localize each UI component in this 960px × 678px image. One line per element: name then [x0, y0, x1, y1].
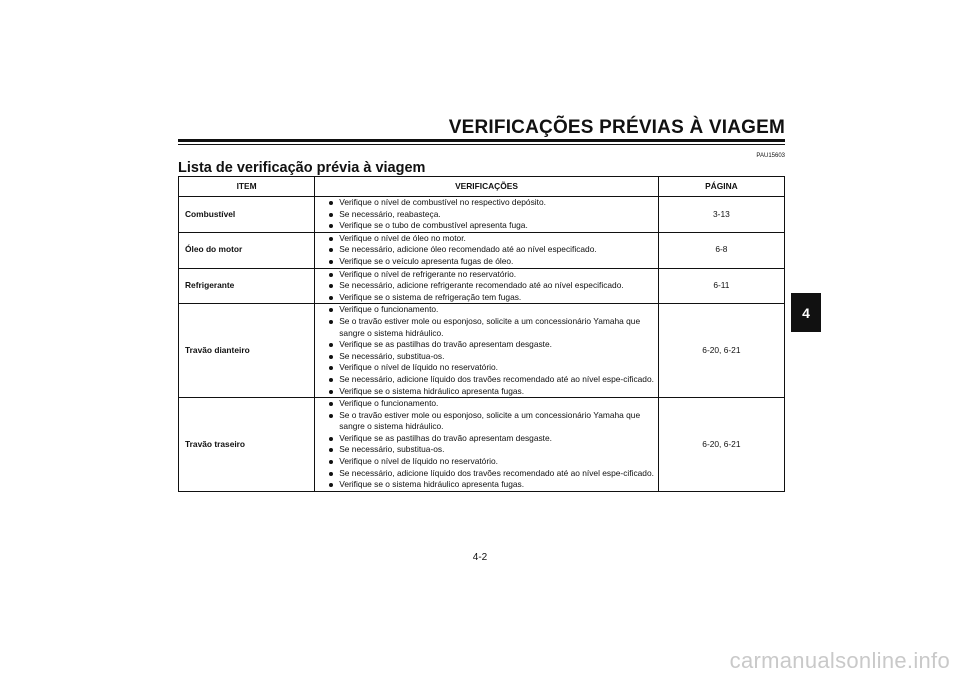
pre-operation-checklist-table [178, 176, 785, 492]
check-item: Se necessário, adicione refrigerante recomendado até ao nível especificado. [315, 280, 656, 292]
checks-list [315, 398, 656, 491]
checks-cell [315, 197, 659, 233]
page-ref-cell: 6-20, 6-21 [658, 398, 784, 492]
chapter-tab[interactable]: 4 [791, 293, 821, 332]
column-header-page: PÁGINA [658, 177, 784, 197]
table-row-front-brake [179, 304, 785, 398]
table-row-fuel [179, 197, 785, 233]
section-title: Lista de verificação prévia à viagem [178, 160, 426, 176]
check-item: Verifique se o sistema hidráulico apresenta fugas. [315, 386, 656, 398]
table-row-engine-oil [179, 232, 785, 268]
check-item: Verifique se as pastilhas do travão apresentam desgaste. [315, 433, 656, 445]
check-item: Verifique se o sistema hidráulico apresenta fugas. [315, 479, 656, 491]
checks-list [315, 233, 656, 268]
check-item: Verifique o nível de combustível no respectivo depósito. [315, 197, 656, 209]
checks-list [315, 304, 656, 397]
table-header-row [179, 177, 785, 197]
header-rule-thin [178, 144, 785, 145]
page-ref-cell: 6-20, 6-21 [658, 304, 784, 398]
check-item: Verifique se o veículo apresenta fugas de óleo. [315, 256, 656, 268]
check-item: Se necessário, adicione líquido dos travões recomendado até ao nível espe-cificado. [315, 468, 656, 480]
check-item: Se necessário, substitua-os. [315, 351, 656, 363]
column-header-checks: VERIFICAÇÕES [315, 177, 659, 197]
checks-list [315, 269, 656, 304]
item-cell: Combustível [179, 197, 315, 233]
check-item: Se o travão estiver mole ou esponjoso, solicite a um concessionário Yamaha que sangre o sistema hidráulico. [315, 316, 656, 339]
table-row-rear-brake [179, 398, 785, 492]
check-item: Verifique o funcionamento. [315, 398, 656, 410]
item-cell: Travão dianteiro [179, 304, 315, 398]
check-item: Verifique o nível de líquido no reservatório. [315, 456, 656, 468]
item-cell: Travão traseiro [179, 398, 315, 492]
check-item: Se necessário, adicione óleo recomendado até ao nível especificado. [315, 244, 656, 256]
item-cell: Óleo do motor [179, 232, 315, 268]
check-item: Verifique se o sistema de refrigeração tem fugas. [315, 292, 656, 304]
check-item: Verifique se o tubo de combustível apresenta fuga. [315, 220, 656, 232]
table-row-coolant [179, 268, 785, 304]
check-item: Se necessário, substitua-os. [315, 444, 656, 456]
check-item: Verifique o nível de líquido no reservatório. [315, 362, 656, 374]
check-item: Verifique se as pastilhas do travão apresentam desgaste. [315, 339, 656, 351]
check-item: Se necessário, reabasteça. [315, 209, 656, 221]
checks-cell [315, 398, 659, 492]
column-header-item: ITEM [179, 177, 315, 197]
check-item: Se necessário, adicione líquido dos travões recomendado até ao nível espe-cificado. [315, 374, 656, 386]
checks-cell [315, 268, 659, 304]
page-ref-cell: 6-11 [658, 268, 784, 304]
reference-code: PAU15603 [756, 153, 785, 159]
check-item: Verifique o funcionamento. [315, 304, 656, 316]
page-number: 4-2 [472, 552, 488, 563]
watermark: carmanualsonline.info [729, 648, 950, 673]
checks-list [315, 197, 656, 232]
check-item: Verifique o nível de refrigerante no reservatório. [315, 269, 656, 281]
header-rule-thick [178, 139, 785, 142]
checks-cell [315, 232, 659, 268]
page-ref-cell: 3-13 [658, 197, 784, 233]
item-cell: Refrigerante [179, 268, 315, 304]
page-ref-cell: 6-8 [658, 232, 784, 268]
check-item: Se o travão estiver mole ou esponjoso, solicite a um concessionário Yamaha que sangre o sistema hidráulico. [315, 410, 656, 433]
checks-cell [315, 304, 659, 398]
page-header-title: VERIFICAÇÕES PRÉVIAS À VIAGEM [448, 117, 785, 138]
check-item: Verifique o nível de óleo no motor. [315, 233, 656, 245]
